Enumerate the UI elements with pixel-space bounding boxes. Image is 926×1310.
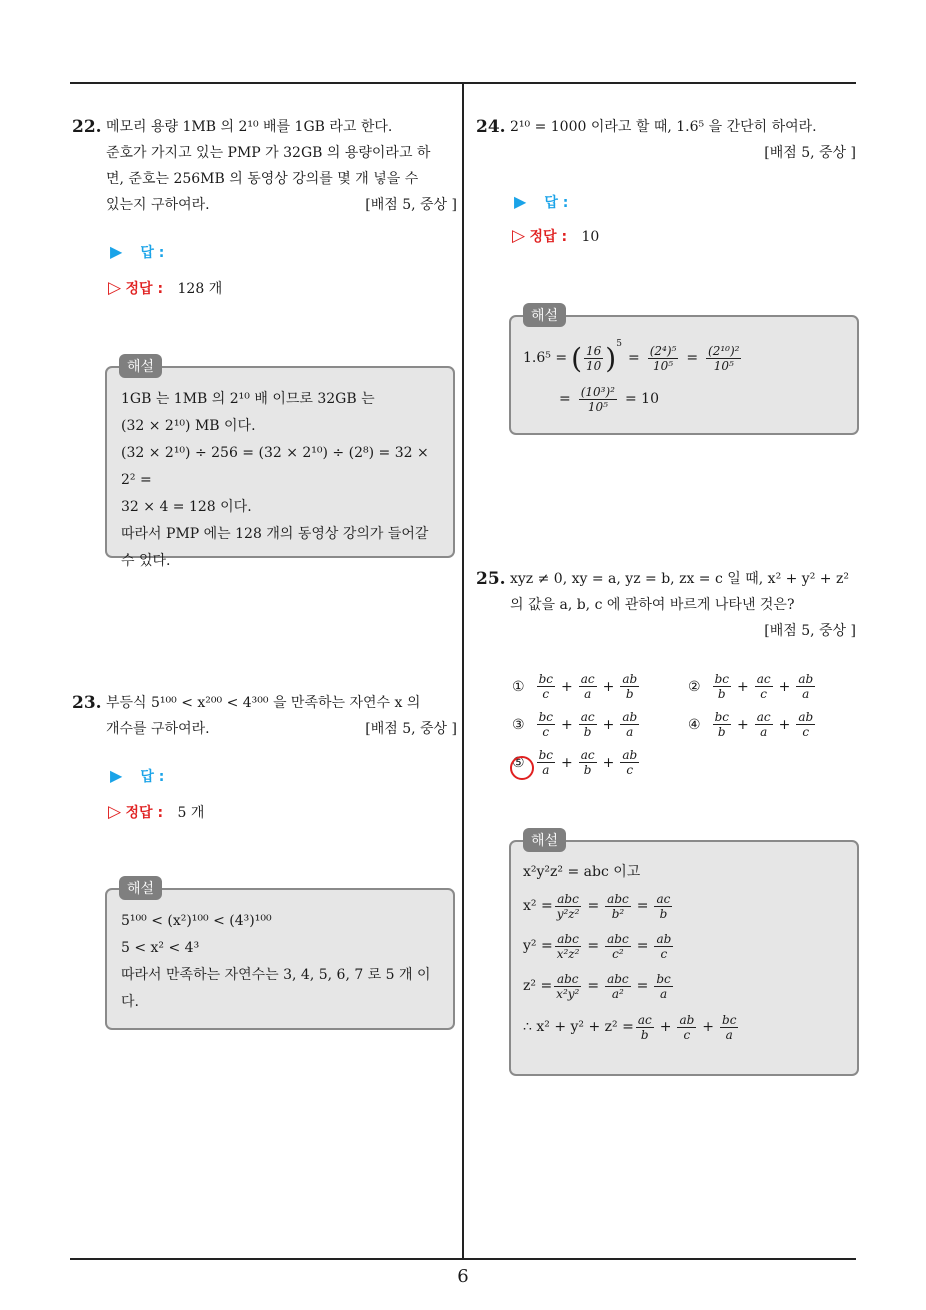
page-number: 6 — [457, 1266, 469, 1287]
correct-label: 정답 : — [125, 805, 164, 821]
outline-triangle-icon: ▷ — [512, 226, 526, 246]
problem-line: 의 값을 a, b, c 에 관하여 바르게 나타낸 것은? — [510, 597, 795, 613]
problem-line: 있는지 구하여라. — [106, 197, 210, 213]
explanation-row: x² = $\frac{\text{abc}}{\text{y²z²}}$ = $\frac{\text{abc}}{\text{b²}}$ = $\frac{ac}{b}$ — [523, 891, 671, 921]
fraction: $\frac{\text{abc}}{\text{a²}}$ — [607, 971, 629, 1001]
correct-label: 정답 : — [125, 281, 164, 297]
play-icon: ▶ — [110, 242, 123, 261]
correct-answer — [108, 278, 222, 298]
explanation-conclusion: ∴ x² + y² + z² = $\frac{ac}{b}$ + $\frac{ab}{c}$ + $\frac{bc}{a}$ — [523, 1012, 737, 1042]
correct-value: 128 개 — [177, 281, 223, 297]
answer-field[interactable] — [514, 192, 568, 212]
choice-1[interactable]: ① $\frac{bc}{c}$ + $\frac{ac}{a}$ + $\frac{ab}{b}$ — [512, 672, 638, 701]
explanation-lead: 1.6⁵ = — [523, 350, 568, 366]
explanation-box-25 — [509, 833, 859, 1076]
fraction: $\frac{bc}{a}$ — [656, 971, 671, 1001]
problem-number: 22. — [72, 117, 102, 137]
result: = 10 — [625, 391, 659, 407]
correct-value: 5 개 — [177, 805, 205, 821]
problem-number: 25. — [476, 569, 506, 589]
choice-mark: ③ — [512, 716, 525, 733]
fraction: $\frac{ab}{c}$ — [798, 710, 814, 739]
explanation-line: (32 × 2¹⁰) ÷ 256 = (32 × 2¹⁰) ÷ (2⁸) = 32 × 2² = — [121, 445, 429, 488]
score-label: [배점 5, 중상 ] — [365, 721, 457, 737]
fraction: $\frac{ac}{b}$ — [637, 1012, 652, 1042]
fraction: $\frac{\text{(10³)²}}{\text{10⁵}}$ — [580, 384, 615, 414]
problem-line: 메모리 용량 1MB 의 2¹⁰ 배를 1GB 라고 한다. — [106, 119, 393, 135]
problem-line: xyz ≠ 0, xy = a, yz = b, zx = c 일 때, x² + y² + z² — [510, 571, 849, 587]
correct-answer — [512, 226, 599, 246]
fraction: $\frac{\text{abc}}{\text{y²z²}}$ — [556, 891, 580, 921]
correct-value: 10 — [581, 229, 600, 245]
score-label: [배점 5, 중상 ] — [365, 197, 457, 213]
fraction: $\frac{ac}{b}$ — [580, 710, 595, 739]
column-divider — [462, 82, 464, 1259]
correct-label: 정답 : — [529, 229, 568, 245]
problem-number: 23. — [72, 693, 102, 713]
explanation-tag: 해설 — [119, 876, 162, 900]
explanation-row: z² = $\frac{\text{abc}}{\text{x²y²}}$ = $\frac{\text{abc}}{\text{a²}}$ = $\frac{bc}{a}$ — [523, 971, 671, 1001]
fraction: $\frac{ab}{c}$ — [622, 748, 638, 777]
fraction: $\frac{ac}{b}$ — [580, 748, 595, 777]
explanation-line: (32 × 2¹⁰) MB 이다. — [121, 418, 256, 434]
explanation-line: 따라서 PMP 에는 128 개의 동영상 강의가 들어갈 — [121, 526, 429, 542]
choice-mark: ② — [688, 678, 701, 695]
fraction: $\frac{ac}{a}$ — [756, 710, 771, 739]
fraction: $\frac{\text{(2¹⁰)²}}{\text{10⁵}}$ — [708, 343, 740, 373]
selected-choice-circle — [510, 756, 534, 780]
fraction: $\frac{\text{abc}}{\text{x²z²}}$ — [556, 931, 580, 961]
fraction: $\frac{\text{abc}}{\text{c²}}$ — [607, 931, 629, 961]
outline-triangle-icon: ▷ — [108, 802, 122, 822]
problem-23 — [72, 690, 457, 742]
problem-line: 개수를 구하여라. — [106, 721, 210, 737]
fraction: $\frac{bc}{c}$ — [538, 672, 553, 701]
fraction: $\frac{ac}{c}$ — [756, 672, 771, 701]
fraction: $\frac{\text{abc}}{\text{x²y²}}$ — [556, 971, 580, 1001]
fraction: $\frac{ab}{a}$ — [798, 672, 814, 701]
fraction: $\frac{16}{10}$ — [586, 343, 602, 373]
play-icon: ▶ — [514, 192, 527, 211]
play-icon: ▶ — [110, 766, 123, 785]
choice-2[interactable]: ② $\frac{bc}{b}$ + $\frac{ac}{c}$ + $\frac{ab}{a}$ — [688, 672, 814, 701]
fraction: $\frac{bc}{a}$ — [538, 748, 553, 777]
correct-answer — [108, 802, 204, 822]
paren-open: ( — [571, 341, 582, 375]
fraction: $\frac{ac}{a}$ — [580, 672, 595, 701]
problem-number: 24. — [476, 117, 506, 137]
explanation-line: 다. — [121, 994, 139, 1010]
explanation-line: 5 < x² < 4³ — [121, 940, 200, 956]
score-label: [배점 5, 중상 ] — [764, 145, 856, 161]
problem-24 — [476, 114, 856, 166]
answer-field[interactable] — [110, 766, 164, 786]
explanation-line: 32 × 4 = 128 이다. — [121, 499, 252, 515]
choice-3[interactable]: ③ $\frac{bc}{c}$ + $\frac{ac}{b}$ + $\frac{ab}{a}$ — [512, 710, 638, 739]
exponent: 5 — [616, 339, 622, 349]
choice-mark: ① — [512, 678, 525, 695]
problem-25 — [476, 566, 856, 644]
fraction: $\frac{ab}{b}$ — [622, 672, 638, 701]
fraction: $\frac{ac}{b}$ — [656, 891, 671, 921]
answer-label: 답 : — [544, 195, 569, 211]
answer-label: 답 : — [140, 245, 165, 261]
explanation-line: 수 있다. — [121, 553, 171, 569]
explanation-line: 따라서 만족하는 자연수는 3, 4, 5, 6, 7 로 5 개 이 — [121, 967, 431, 983]
fraction: $\frac{ab}{a}$ — [622, 710, 638, 739]
problem-line: 면, 준호는 256MB 의 동영상 강의를 몇 개 넣을 수 — [106, 171, 419, 187]
answer-field[interactable] — [110, 242, 164, 262]
explanation-line: 1GB 는 1MB 의 2¹⁰ 배 이므로 32GB 는 — [121, 391, 375, 407]
problem-line: 준호가 가지고 있는 PMP 가 32GB 의 용량이라고 하 — [106, 145, 431, 161]
paren-close: ) — [605, 341, 617, 375]
choice-4[interactable]: ④ $\frac{bc}{b}$ + $\frac{ac}{a}$ + $\frac{ab}{c}$ — [688, 710, 814, 739]
fraction: $\frac{bc}{c}$ — [538, 710, 553, 739]
score-label: [배점 5, 중상 ] — [764, 623, 856, 639]
problem-line: 2¹⁰ = 1000 이라고 할 때, 1.6⁵ 을 간단히 하여라. — [510, 119, 817, 135]
outline-triangle-icon: ▷ — [108, 278, 122, 298]
fraction: $\frac{ab}{c}$ — [656, 931, 672, 961]
fraction: $\frac{\text{abc}}{\text{b²}}$ — [607, 891, 629, 921]
problem-line: 부등식 5¹⁰⁰ < x²⁰⁰ < 4³⁰⁰ 을 만족하는 자연수 x 의 — [106, 695, 421, 711]
choice-mark: ⑤ — [512, 754, 525, 771]
choice-5[interactable]: ⑤ $\frac{bc}{a}$ + $\frac{ac}{b}$ + $\frac{ab}{c}$ — [512, 748, 638, 777]
explanation-tag: 해설 — [119, 354, 162, 378]
fraction: $\frac{bc}{b}$ — [714, 710, 729, 739]
explanation-box-23 — [105, 881, 455, 1030]
explanation-row: y² = $\frac{\text{abc}}{\text{x²z²}}$ = $\frac{\text{abc}}{\text{c²}}$ = $\frac{ab}{c}$ — [523, 931, 672, 961]
explanation-box-24: 해설 1.6⁵ = ( $\frac{16}{10}$ ) $^5$ = $\frac{\text{(2⁴)⁵}}{\text{10⁵}}$ = $\frac{\text{(2¹⁰)²}}{\text{10⁵}}$ = $\frac{\text{(10³)²}}{\text{10⁵}}$ = 10 — [509, 315, 859, 435]
fraction: $\frac{ab}{c}$ — [679, 1012, 695, 1042]
bottom-rule — [70, 1258, 856, 1260]
fraction: $\frac{\text{(2⁴)⁵}}{\text{10⁵}}$ — [649, 343, 677, 373]
explanation-box-22 — [105, 359, 455, 569]
explanation-tag: 해설 — [523, 303, 566, 327]
problem-22 — [72, 114, 457, 218]
answer-label: 답 : — [140, 769, 165, 785]
explanation-tag: 해설 — [523, 828, 566, 852]
explanation-line: x²y²z² = abc 이고 — [523, 864, 641, 880]
fraction: $\frac{bc}{b}$ — [714, 672, 729, 701]
explanation-line: 5¹⁰⁰ < (x²)¹⁰⁰ < (4³)¹⁰⁰ — [121, 913, 272, 929]
choice-mark: ④ — [688, 716, 701, 733]
fraction: $\frac{bc}{a}$ — [722, 1012, 737, 1042]
